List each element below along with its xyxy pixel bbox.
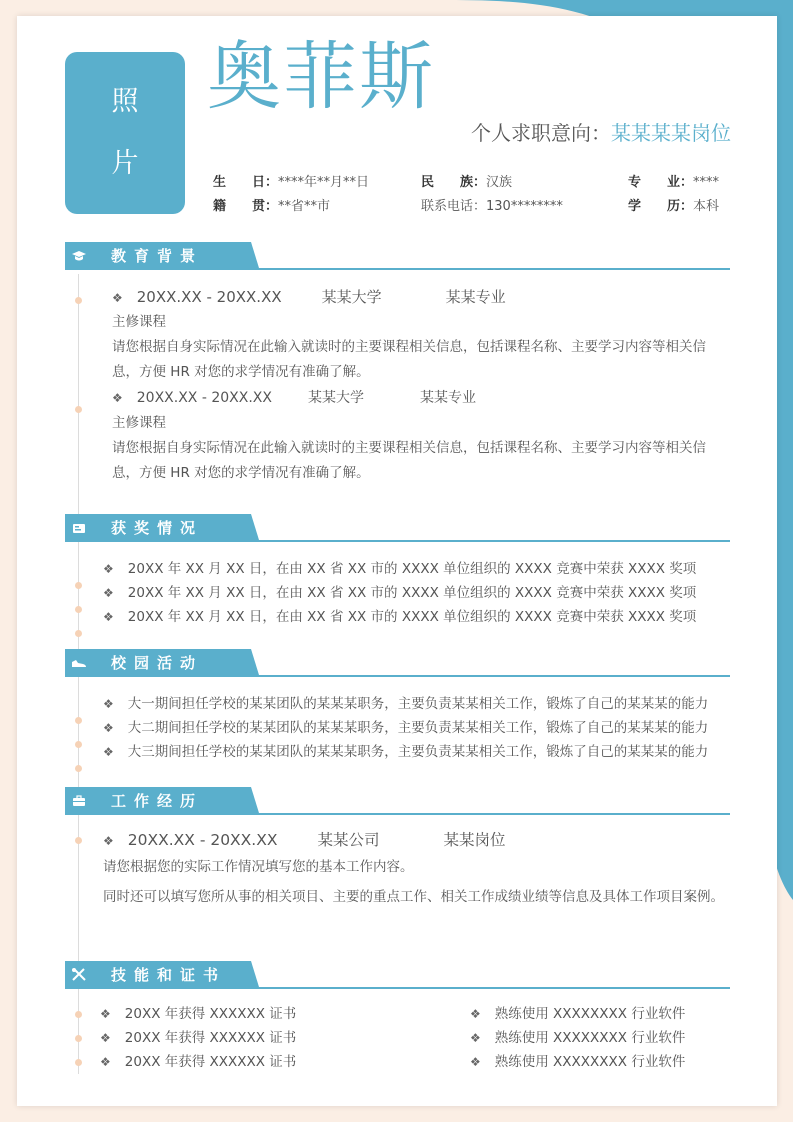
timeline-dot [75, 741, 82, 748]
campus-item: ❖ 大三期间担任学校的某某团队的某某某职务，主要负责某某相关工作，锻炼了自己的某某某的能力 [103, 744, 709, 760]
campus-item: ❖ 大二期间担任学校的某某团队的某某某职务，主要负责某某相关工作，锻炼了自己的某某某的能力 [103, 720, 709, 736]
work-company: 某某公司 [317, 831, 380, 849]
education-entry-1-course-label: 主修课程 [112, 314, 166, 330]
birth-label: 生 日： [213, 175, 279, 190]
section-title-awards: 获奖情况 [111, 519, 204, 537]
award-item: ❖ 20XX 年 XX 月 XX 日，在由 XX 省 XX 市的 XXXX 单位组织的 XXXX 竞赛中荣获 XXXX 奖项 [103, 585, 697, 601]
major-label: 专 业： [628, 175, 694, 190]
campus-item: ❖ 大一期间担任学校的某某团队的某某某职务，主要负责某某相关工作，锻炼了自己的某某某的能力 [103, 696, 709, 712]
timeline-dot [75, 406, 82, 413]
graduation-cap-icon [71, 248, 87, 264]
phone-value: 130******** [486, 199, 563, 214]
section-header-skills [65, 961, 730, 989]
skill-software-item: ❖ 熟练使用 XXXXXXXX 行业软件 [470, 1030, 686, 1046]
skill-cert-item: ❖ 20XX 年获得 XXXXXX 证书 [100, 1054, 297, 1070]
briefcase-icon [71, 793, 87, 809]
education-entry-1-desc: 请您根据自身实际情况在此输入就读时的主要课程相关信息，包括课程名称、主要学习内容等相关信息，方便 HR 对您的求学情况有准确了解。 [112, 339, 706, 380]
timeline-dot [75, 1035, 82, 1042]
section-header-campus [65, 649, 730, 677]
major-value: **** [693, 175, 720, 190]
info-column-2 [421, 171, 563, 219]
timeline-dot [75, 765, 82, 772]
section-title-skills: 技能和证书 [111, 966, 227, 984]
photo-placeholder [65, 52, 185, 214]
work-position: 某某岗位 [443, 831, 506, 849]
ethnic-value: 汉族 [486, 175, 513, 190]
timeline-dot [75, 1011, 82, 1018]
education-entry-2-period: 20XX.XX - 20XX.XX [136, 390, 272, 406]
job-intent-value: 某某某某岗位 [611, 121, 731, 145]
education-entry-2-desc: 请您根据自身实际情况在此输入就读时的主要课程相关信息，包括课程名称、主要学习内容等相关信息，方便 HR 对您的求学情况有准确了解。 [112, 440, 706, 481]
timeline-dot [75, 1059, 82, 1066]
tools-icon [71, 967, 87, 983]
info-column-3 [628, 171, 719, 219]
timeline-dot [75, 837, 82, 844]
photo-text-line1: 照 [111, 86, 139, 117]
timeline-dot [75, 297, 82, 304]
education-entry-2-headline: ❖ 20XX.XX - 20XX.XX 某某大学 某某专业 [112, 390, 476, 406]
sneaker-icon [71, 655, 87, 671]
skill-software-item: ❖ 熟练使用 XXXXXXXX 行业软件 [470, 1006, 686, 1022]
degree-value: 本科 [693, 199, 720, 214]
section-header-awards [65, 514, 730, 542]
education-entry-2-major: 某某专业 [419, 390, 476, 406]
award-item: ❖ 20XX 年 XX 月 XX 日，在由 XX 省 XX 市的 XXXX 单位组织的 XXXX 竞赛中荣获 XXXX 奖项 [103, 561, 697, 577]
info-column-1 [213, 171, 369, 219]
ethnic-label: 民 族： [421, 175, 487, 190]
phone-label: 联系电话： [421, 199, 487, 214]
skill-cert-item: ❖ 20XX 年获得 XXXXXX 证书 [100, 1030, 297, 1046]
timeline-dot [75, 606, 82, 613]
job-intent [471, 117, 731, 146]
work-line-2: 同时还可以填写您所从事的相关项目、主要的重点工作、相关工作成绩业绩等信息及具体工作项目案例。 [103, 889, 724, 905]
origin-value: **省**市 [278, 199, 331, 214]
timeline-dot [75, 717, 82, 724]
work-period: 20XX.XX - 20XX.XX [127, 831, 278, 849]
origin-label: 籍 贯： [213, 199, 279, 214]
education-entry-2-school: 某某大学 [307, 390, 364, 406]
award-item: ❖ 20XX 年 XX 月 XX 日，在由 XX 省 XX 市的 XXXX 单位组织的 XXXX 竞赛中荣获 XXXX 奖项 [103, 609, 697, 625]
skill-software-item: ❖ 熟练使用 XXXXXXXX 行业软件 [470, 1054, 686, 1070]
photo-text-line2: 片 [111, 148, 139, 179]
section-title-campus: 校园活动 [111, 654, 204, 672]
job-intent-label: 个人求职意向： [471, 121, 611, 145]
skill-cert-item: ❖ 20XX 年获得 XXXXXX 证书 [100, 1006, 297, 1022]
resume-page [17, 16, 777, 1106]
section-header-work [65, 787, 730, 815]
work-headline: ❖ 20XX.XX - 20XX.XX 某某公司 某某岗位 [103, 831, 506, 849]
education-entry-1-school: 某某大学 [321, 288, 382, 306]
education-entry-1-headline: ❖ 20XX.XX - 20XX.XX 某某大学 某某专业 [112, 288, 506, 306]
section-title-education: 教育背景 [111, 247, 204, 265]
section-header-education [65, 242, 730, 270]
timeline-dot [75, 630, 82, 637]
education-entry-2-course-label: 主修课程 [112, 415, 166, 431]
education-entry-1-period: 20XX.XX - 20XX.XX [136, 288, 282, 306]
section-title-work: 工作经历 [111, 792, 204, 810]
birth-value: ****年**月**日 [278, 175, 370, 190]
education-entry-1-major: 某某专业 [445, 288, 506, 306]
timeline-dot [75, 582, 82, 589]
certificate-icon [71, 520, 87, 536]
work-line-1: 请您根据您的实际工作情况填写您的基本工作内容。 [103, 859, 414, 875]
degree-label: 学 历： [628, 199, 694, 214]
candidate-name: 奥菲斯 [207, 34, 435, 120]
